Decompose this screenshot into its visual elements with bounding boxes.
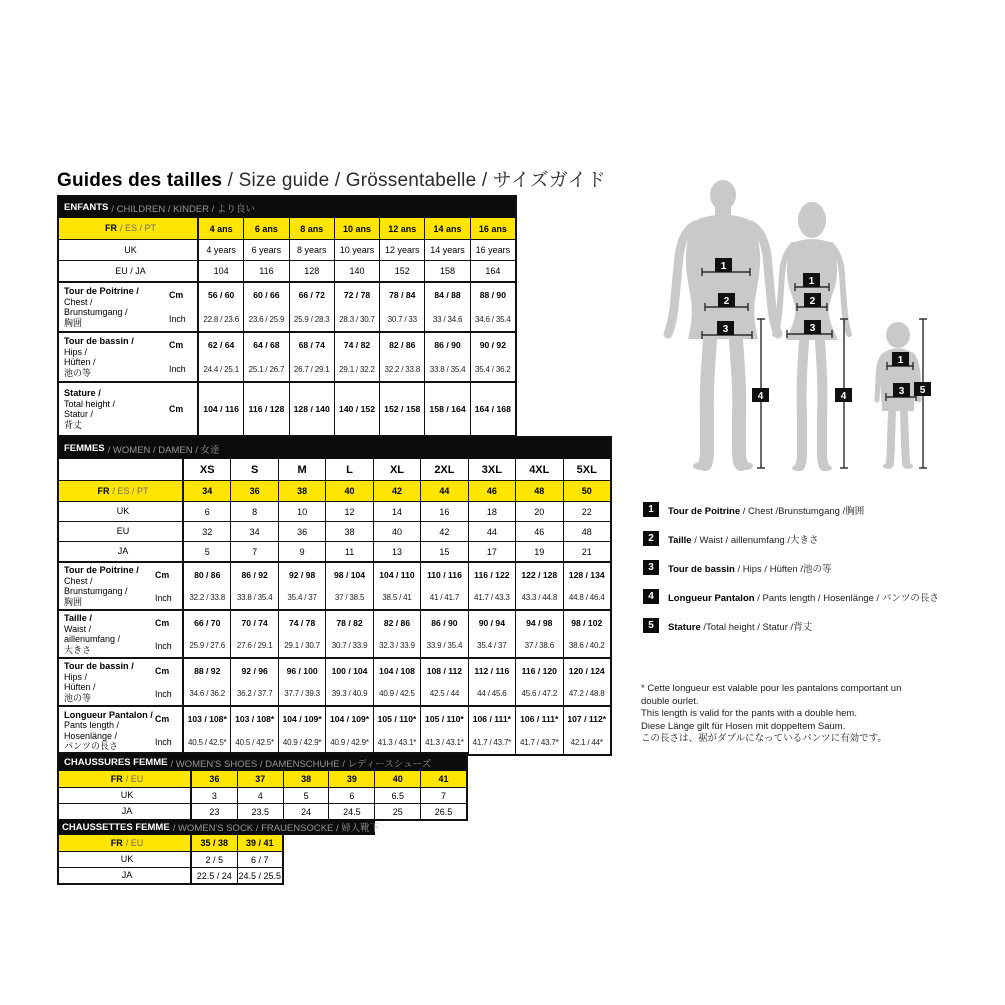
table-cell: 48	[563, 522, 610, 541]
table-cell: 4XL	[515, 459, 562, 480]
table-cell: 60 / 66 23.6 / 25.9	[243, 283, 288, 331]
pants-length-footnote	[641, 683, 976, 746]
women-shoes-table	[57, 752, 468, 821]
page-title-secondary: / Size guide / Grössentabelle / サイズガイド	[222, 170, 606, 191]
table-cell: 9	[278, 542, 325, 561]
legend-item-waist: 2 Taille / Waist / aillenumfang /大きさ	[643, 531, 939, 546]
table-cell: 35 / 38	[200, 838, 229, 848]
row-label: JA	[121, 806, 133, 817]
table-cell: 86 / 90 33.9 / 35.4	[420, 611, 467, 657]
row-label: JA	[117, 546, 129, 557]
svg-text:1: 1	[720, 261, 727, 272]
table-cell: 4	[237, 788, 283, 803]
table-cell: 34	[202, 486, 213, 496]
table-cell: 14 years	[424, 240, 469, 260]
table-cell: 104 / 116	[203, 404, 240, 414]
row-label: UK	[116, 506, 130, 517]
table-row	[59, 851, 282, 867]
children-table-title: ENFANTS	[64, 202, 109, 213]
table-row	[59, 657, 610, 705]
children-table-subtitle: / CHILDREN / KINDER / より良い	[111, 203, 255, 215]
table-row	[59, 771, 466, 787]
women-shoes-subtitle: / WOMEN'S SHOES / DAMENSCHUHE / レディースシューズ	[170, 758, 432, 770]
footnote-line: * Cette longueur est valable pour les pantalons comportant un	[641, 683, 902, 694]
table-cell: 82 / 86 32.2 / 33.8	[379, 333, 424, 381]
measurement-legend	[643, 502, 939, 647]
svg-text:1: 1	[897, 355, 904, 366]
table-cell: 106 / 111* 41.7 / 43.7*	[515, 707, 562, 754]
svg-text:3: 3	[722, 324, 729, 335]
table-cell: 38	[278, 481, 325, 501]
row-label: Tour de bassin / Hips / Hüften / 池の等	[64, 661, 134, 703]
row-label: Longueur Pantalon / Pants length / Hosenlänge / パンツの長さ	[64, 709, 153, 751]
table-cell: 164 / 168	[470, 383, 515, 435]
table-cell: 128	[289, 261, 334, 281]
table-cell: 56 / 60 22.8 / 23.6	[203, 290, 239, 324]
table-cell: 96 / 100 37.7 / 39.3	[278, 659, 325, 705]
table-cell: 24.5 / 25.5	[237, 868, 283, 883]
row-label: FR / EU	[110, 837, 144, 848]
table-cell: 36	[230, 481, 277, 501]
table-row	[59, 803, 466, 819]
table-cell: 42	[373, 481, 420, 501]
legend-number-badge: 5	[643, 618, 659, 633]
table-row	[59, 705, 610, 754]
table-cell: 50	[563, 481, 610, 501]
row-label: Taille / Waist / aillenumfang / 大きさ	[64, 613, 121, 655]
table-cell: 92 / 96 36.2 / 37.7	[230, 659, 277, 705]
table-cell: 40	[374, 771, 420, 787]
table-cell: 103 / 108* 40.5 / 42.5*	[230, 707, 277, 754]
table-cell: 112 / 116 44 / 45.6	[468, 659, 515, 705]
table-cell: L	[325, 459, 372, 480]
svg-text:3: 3	[898, 386, 905, 397]
unit-column: Cm Inch	[155, 617, 172, 651]
table-cell: 7	[420, 788, 466, 803]
table-cell: 158 / 164	[424, 383, 469, 435]
footnote-line: この長さは、裾がダブルになっているパンツに有効です。	[641, 733, 887, 745]
women-table-title: FEMMES	[64, 443, 105, 454]
table-cell: 12	[325, 502, 372, 521]
table-cell: 46	[515, 522, 562, 541]
unit-column: Cm Inch	[169, 290, 186, 324]
table-cell: 62 / 64 24.4 / 25.1	[203, 340, 239, 374]
table-cell: 25	[374, 804, 420, 819]
table-cell: 16 years	[470, 240, 515, 260]
table-cell: 41	[420, 771, 466, 787]
table-cell: 82 / 86 32.3 / 33.9	[373, 611, 420, 657]
svg-text:3: 3	[809, 323, 816, 334]
table-row	[59, 239, 515, 260]
table-cell: 140	[334, 261, 379, 281]
table-cell: 128 / 134 44.8 / 46.4	[563, 563, 610, 609]
table-row	[59, 480, 610, 501]
table-cell: XS	[199, 463, 215, 476]
table-cell: 40	[325, 481, 372, 501]
table-cell: 16 ans	[470, 218, 515, 239]
table-cell: 6 ans	[243, 218, 288, 239]
table-cell: 4 years	[206, 245, 236, 255]
table-cell: 104 / 110 38.5 / 41	[373, 563, 420, 609]
table-cell: 70 / 74 27.6 / 29.1	[230, 611, 277, 657]
table-cell: 8	[230, 502, 277, 521]
table-cell: 23.5	[237, 804, 283, 819]
women-socks-title: CHAUSSETTES FEMME	[62, 821, 170, 833]
table-row	[59, 609, 610, 657]
table-cell: 24	[283, 804, 329, 819]
table-row	[59, 521, 610, 541]
row-label: Tour de bassin / Hips / Hüften / 池の等	[64, 336, 134, 378]
table-cell: 105 / 110* 41.3 / 43.1*	[373, 707, 420, 754]
table-cell: 3	[211, 790, 217, 801]
women-socks-header	[57, 819, 380, 835]
footnote-line: Diese Länge gilt für Hosen mit doppeltem Saum.	[641, 720, 846, 732]
footnote-line: double ourlet.	[641, 695, 699, 707]
table-cell: 84 / 88 33 / 34.6	[424, 283, 469, 331]
table-cell: 8 years	[289, 240, 334, 260]
table-cell: 110 / 116 41 / 41.7	[420, 563, 467, 609]
table-cell: 46	[468, 481, 515, 501]
children-table-header	[59, 197, 515, 218]
table-cell: 158	[424, 261, 469, 281]
svg-text:4: 4	[757, 391, 764, 402]
table-cell: 74 / 82 29.1 / 32.2	[334, 333, 379, 381]
table-cell: 48	[515, 481, 562, 501]
table-cell: 116 / 128	[243, 383, 288, 435]
table-cell: 116 / 120 45.6 / 47.2	[515, 659, 562, 705]
table-cell: 44	[420, 481, 467, 501]
legend-number-badge: 3	[643, 560, 659, 575]
table-row	[59, 331, 515, 381]
table-row	[59, 381, 515, 435]
table-row	[59, 260, 515, 281]
table-cell: 104 / 108 40.9 / 42.5	[373, 659, 420, 705]
table-cell: 18	[468, 502, 515, 521]
table-cell: 20	[515, 502, 562, 521]
table-cell: 22.5 / 24	[196, 870, 232, 881]
table-cell: 90 / 92 35.4 / 36.2	[470, 333, 515, 381]
table-cell: 10	[278, 502, 325, 521]
table-cell: 66 / 72 25.9 / 28.3	[289, 283, 334, 331]
table-cell: 6	[204, 506, 210, 517]
table-cell: 140 / 152	[334, 383, 379, 435]
row-label: EU / JA	[115, 265, 146, 276]
table-cell: 120 / 124 47.2 / 48.8	[563, 659, 610, 705]
table-cell: 8 ans	[289, 218, 334, 239]
table-cell: 22	[563, 502, 610, 521]
row-label: Tour de Poitrine / Chest / Brunstumgang / 胸囲	[64, 565, 139, 607]
table-cell: 88 / 92 34.6 / 36.2	[189, 665, 226, 698]
table-cell: 5	[204, 546, 210, 557]
women-size-table	[57, 436, 612, 756]
row-label: JA	[121, 870, 133, 881]
row-label: UK	[120, 854, 134, 865]
table-row	[59, 835, 282, 851]
table-cell: 98 / 102 38.6 / 40.2	[563, 611, 610, 657]
table-row	[59, 541, 610, 561]
page-title	[57, 165, 606, 192]
table-cell: 86 / 90 33.8 / 35.4	[424, 333, 469, 381]
table-cell: 104 / 109* 40.9 / 42.9*	[325, 707, 372, 754]
table-cell: M	[278, 459, 325, 480]
table-row	[59, 501, 610, 521]
unit-column: Cm Inch	[169, 340, 186, 374]
table-cell: 3XL	[468, 459, 515, 480]
row-label: FR / ES / PT	[104, 223, 156, 234]
women-table-header	[59, 438, 610, 459]
table-cell: 100 / 104 39.3 / 40.9	[325, 659, 372, 705]
table-cell: 12 ans	[379, 218, 424, 239]
table-cell: 34	[230, 522, 277, 541]
table-cell: 122 / 128 43.3 / 44.8	[515, 563, 562, 609]
table-cell: 4 ans	[209, 223, 233, 234]
table-cell: 152	[379, 261, 424, 281]
women-shoes-header	[59, 754, 466, 771]
legend-number-badge: 4	[643, 589, 659, 604]
legend-item-pants-length: 4 Longueur Pantalon / Pants length / Hosenlänge / パンツの長さ	[643, 589, 939, 604]
table-cell: 98 / 104 37 / 38.5	[325, 563, 372, 609]
table-cell: 164	[470, 261, 515, 281]
table-cell: 37	[237, 771, 283, 787]
table-cell: 66 / 70 25.9 / 27.6	[189, 617, 226, 650]
table-cell: 6.5	[374, 788, 420, 803]
legend-item-stature: 5 Stature /Total height / Statur /背丈	[643, 618, 939, 633]
table-cell: 39 / 41	[237, 835, 283, 851]
table-cell: 7	[230, 542, 277, 561]
unit-column: Cm Inch	[155, 569, 172, 603]
table-cell: 6 years	[243, 240, 288, 260]
table-cell: 5	[283, 788, 329, 803]
row-label: EU	[116, 526, 130, 537]
table-cell: 6	[328, 788, 374, 803]
table-cell: 36	[209, 774, 220, 784]
child-stature-marker	[914, 319, 931, 468]
svg-text:5: 5	[919, 385, 926, 396]
unit-column: Cm	[169, 404, 184, 414]
legend-item-chest: 1 Tour de Poitrine / Chest /Brunstumgang /胸囲	[643, 502, 939, 517]
table-cell: 19	[515, 542, 562, 561]
table-cell: 5XL	[563, 459, 610, 480]
page-title-primary: Guides des tailles	[57, 170, 223, 191]
legend-item-hips: 3 Tour de bassin / Hips / Hüften /池の等	[643, 560, 939, 575]
table-cell: 105 / 110* 41.3 / 43.1*	[420, 707, 467, 754]
table-cell: 106 / 111* 41.7 / 43.7*	[468, 707, 515, 754]
table-cell: 42	[420, 522, 467, 541]
svg-text:2: 2	[723, 296, 730, 307]
table-cell: 92 / 98 35.4 / 37	[278, 563, 325, 609]
table-cell: 152 / 158	[379, 383, 424, 435]
table-cell: 38	[283, 771, 329, 787]
table-cell: 103 / 108* 40.5 / 42.5*	[187, 713, 227, 747]
table-cell: 90 / 94 35.4 / 37	[468, 611, 515, 657]
table-row	[59, 459, 610, 480]
woman-pants-length-marker	[835, 319, 852, 468]
woman-silhouette	[775, 202, 849, 471]
table-cell: 44	[468, 522, 515, 541]
svg-text:2: 2	[809, 296, 816, 307]
man-pants-length-marker	[752, 319, 769, 468]
legend-number-badge: 1	[643, 502, 659, 517]
women-socks-subtitle: / WOMEN'S SOCK / FRAUENSOCKE / 婦人靴下	[172, 823, 380, 834]
legend-number-badge: 2	[643, 531, 659, 546]
table-cell: 6 / 7	[237, 852, 283, 867]
table-cell: 94 / 98 37 / 38.6	[515, 611, 562, 657]
table-cell: 64 / 68 25.1 / 26.7	[243, 333, 288, 381]
table-cell: 104	[213, 266, 229, 276]
table-cell: 128 / 140	[289, 383, 334, 435]
footnote-line: This length is valid for the pants with a double hem.	[641, 708, 857, 720]
table-cell: 86 / 92 33.8 / 35.4	[230, 563, 277, 609]
row-label: FR / ES / PT	[97, 485, 149, 496]
unit-column: Cm Inch	[155, 665, 172, 699]
svg-text:4: 4	[840, 391, 847, 402]
row-label: UK	[120, 790, 134, 801]
table-cell: 88 / 90 34.6 / 35.4	[470, 283, 515, 331]
unit-column: Cm Inch	[155, 713, 172, 748]
table-cell: 11	[325, 542, 372, 561]
table-cell: 23	[209, 806, 220, 817]
table-cell: 2 / 5	[205, 854, 223, 865]
table-row	[59, 218, 515, 239]
row-label: Stature / Total height / Statur / 背丈	[64, 388, 116, 430]
table-cell: 26.5	[420, 804, 466, 819]
row-label: Tour de Poitrine / Chest / Brunstumgang / 胸囲	[64, 286, 139, 328]
table-cell: 14	[373, 502, 420, 521]
table-cell: XL	[373, 459, 420, 480]
row-label: UK	[124, 244, 137, 255]
table-cell: 36	[278, 522, 325, 541]
table-cell: 15	[420, 542, 467, 561]
table-cell: 108 / 112 42.5 / 44	[420, 659, 467, 705]
table-cell: 78 / 84 30.7 / 33	[379, 283, 424, 331]
table-cell: 12 years	[379, 240, 424, 260]
table-cell: 16	[420, 502, 467, 521]
table-cell: 80 / 86 32.2 / 33.8	[189, 569, 226, 602]
table-row	[59, 867, 282, 883]
svg-text:1: 1	[808, 276, 815, 287]
table-row	[59, 787, 466, 803]
row-label	[59, 459, 182, 480]
table-cell: S	[230, 459, 277, 480]
table-cell: 14 ans	[424, 218, 469, 239]
table-cell: 104 / 109* 40.9 / 42.9*	[278, 707, 325, 754]
table-cell: 72 / 78 28.3 / 30.7	[334, 283, 379, 331]
table-cell: 24.5	[328, 804, 374, 819]
table-cell: 21	[563, 542, 610, 561]
table-cell: 116	[243, 261, 288, 281]
table-cell: 116 / 122 41.7 / 43.3	[468, 563, 515, 609]
women-shoes-title: CHAUSSURES FEMME	[64, 757, 168, 768]
women-table-subtitle: / WOMEN / DAMEN / 女達	[107, 444, 220, 456]
table-cell: 13	[373, 542, 420, 561]
women-socks-table	[57, 819, 380, 885]
table-cell: 38	[325, 522, 372, 541]
table-cell: 10 ans	[334, 218, 379, 239]
table-cell: 32	[202, 526, 213, 537]
table-cell: 74 / 78 29.1 / 30.7	[278, 611, 325, 657]
row-label: FR / EU	[110, 773, 144, 784]
table-row	[59, 281, 515, 331]
table-cell: 39	[328, 771, 374, 787]
table-row	[59, 561, 610, 609]
children-size-table	[57, 195, 517, 437]
table-cell: 78 / 82 30.7 / 33.9	[325, 611, 372, 657]
table-cell: 68 / 74 26.7 / 29.1	[289, 333, 334, 381]
table-cell: 40	[373, 522, 420, 541]
table-cell: 10 years	[334, 240, 379, 260]
body-measurement-figures	[635, 168, 975, 478]
table-cell: 107 / 112* 42.1 / 44*	[563, 707, 610, 754]
table-cell: 2XL	[420, 459, 467, 480]
table-cell: 17	[468, 542, 515, 561]
